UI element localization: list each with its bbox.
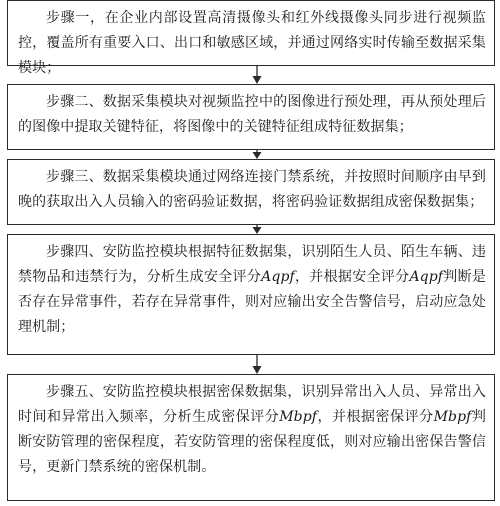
step-1-text: 步骤一，在企业内部设置高清摄像头和红外线摄像头同步进行视频监控，覆盖所有重要入口、出口和敏感区域，并通过网络实时传输至数据采集模块； bbox=[18, 10, 486, 76]
step-5-box bbox=[7, 374, 495, 501]
arrow-down-icon bbox=[251, 355, 263, 374]
step-3-text: 步骤三、数据采集模块通过网络连接门禁系统，并按照时间顺序由早到晚的获取出入人员输入的密码验证数据，将密码验证数据组成密保数据集； bbox=[18, 169, 486, 210]
step-3-box bbox=[7, 159, 495, 225]
step-4-text bbox=[18, 240, 486, 340]
arrow-down-icon bbox=[251, 66, 263, 84]
step-4-text-part1: 步骤四、安防监控模块根据特征数据集，识别陌生人员、陌生车辆、违禁物品和违禁行为，分析生成安全评分 bbox=[18, 244, 486, 285]
step-1-box bbox=[7, 0, 495, 76]
arrow-down-icon bbox=[251, 150, 263, 159]
step-4-text-part2: ，并根据安全评分 bbox=[294, 269, 410, 285]
safety-score-variable: Aqpf bbox=[261, 269, 295, 285]
arrow-down-icon bbox=[251, 225, 263, 234]
step-2-box bbox=[7, 84, 495, 150]
step-5-text-part1: 步骤五、安防监控模块根据密保数据集，识别异常出入人员、异常出入时间和异常出入频率，分析生成密保评分 bbox=[18, 384, 486, 425]
password-score-variable: Mbpf bbox=[433, 409, 472, 425]
step-4-box bbox=[7, 234, 495, 355]
step-5-text-part2: ，并根据密保评分 bbox=[317, 409, 434, 425]
password-score-variable: Mbpf bbox=[279, 409, 318, 425]
safety-score-variable: Aqpf bbox=[409, 269, 444, 285]
step-4-text-part3: 判断是否存在异常事件，若存在异常事件，则对应输出安全告警信号，启动应急处理机制； bbox=[18, 269, 486, 335]
step-5-text bbox=[18, 380, 486, 480]
step-5-text-part3: 判断安防管理的密保程度，若安防管理的密保程度低，则对应输出密保告警信号，更新门禁系统的密保机制。 bbox=[18, 409, 486, 475]
step-2-text: 步骤二、数据采集模块对视频监控中的图像进行预处理，再从预处理后的图像中提取关键特征，将图像中的关键特征组成特征数据集； bbox=[18, 94, 486, 135]
